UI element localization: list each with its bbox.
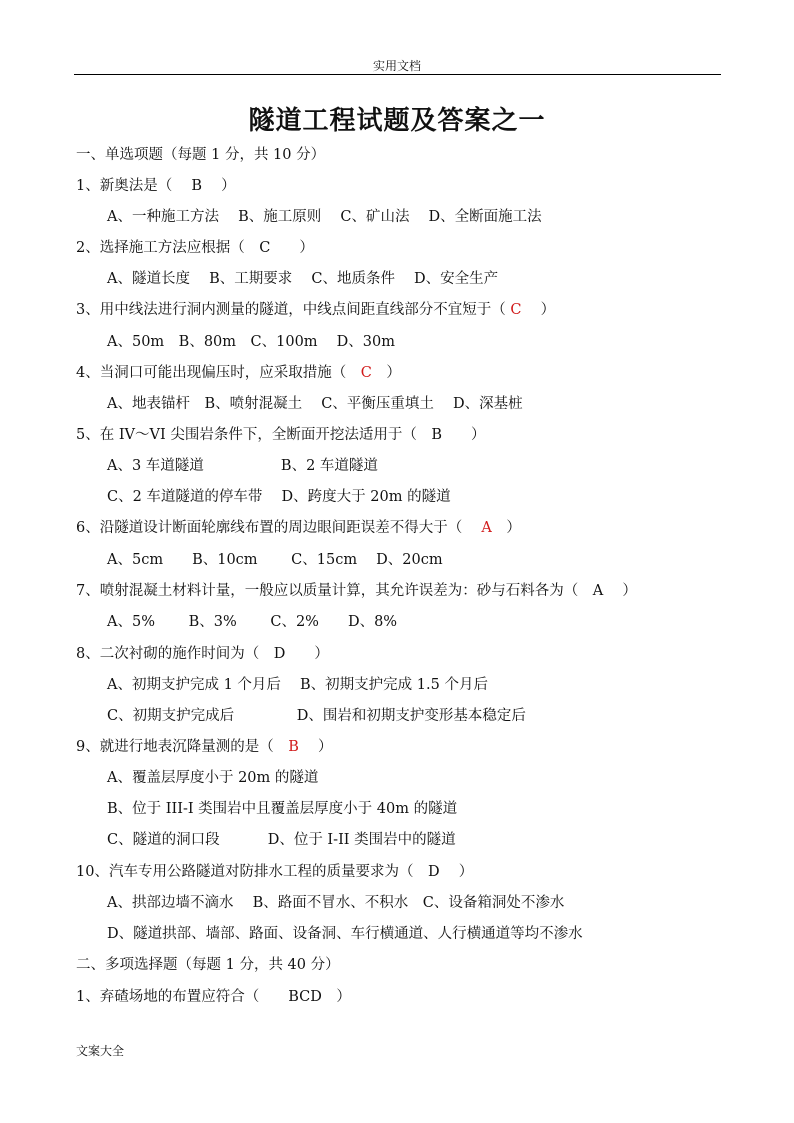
options-line: A、初期支护完成 1 个月后 B、初期支护完成 1.5 个月后 (107, 677, 488, 693)
options-line: A、隧道长度 B、工期要求 C、地质条件 D、安全生产 (107, 271, 499, 287)
question (76, 862, 473, 882)
question-close: ） (471, 427, 486, 443)
options-line: A、一种施工方法 B、施工原则 C、矿山法 D、全断面施工法 (107, 209, 542, 225)
options-line: A、3 车道隧道 B、2 车道隧道 (107, 458, 378, 474)
options-line: A、地表锚杆 B、喷射混凝土 C、平衡压重填土 D、深基桩 (107, 396, 523, 412)
options-line: A、5cm B、10cm C、15cm D、20cm (107, 552, 443, 568)
options-line: A、50m B、80m C、100m D、30m (107, 334, 395, 350)
options-line: B、位于 III-I 类围岩中且覆盖层厚度小于 40m 的隧道 (107, 801, 458, 817)
question (76, 238, 314, 258)
question-text: 4、当洞口可能出现偏压时，应采取措施（ (76, 365, 347, 381)
section-heading: 一、单选项题（每题 1 分，共 10 分） (76, 147, 326, 163)
options-line: A、覆盖层厚度小于 20m 的隧道 (107, 770, 319, 786)
question (76, 518, 521, 538)
answer: B (191, 178, 202, 194)
answer: C (259, 240, 271, 256)
question-close: ） (318, 739, 333, 755)
question (76, 644, 329, 664)
question-text: 10、汽车专用公路隧道对防排水工程的质量要求为（ (76, 864, 414, 880)
question-close: ） (506, 520, 521, 536)
page-footer: 文案大全 (76, 1044, 125, 1058)
question-close: ） (221, 178, 236, 194)
question (76, 176, 236, 196)
question (76, 737, 333, 757)
question-text: 5、在 IV～VI 尖围岩条件下，全断面开挖法适用于（ (76, 427, 417, 443)
question (76, 425, 486, 445)
question (76, 581, 637, 601)
options-line: D、隧道拱部、墙部、路面、设备洞、车行横通道、人行横通道等均不渗水 (107, 926, 583, 942)
options-line: A、5% B、3% C、2% D、8% (107, 614, 398, 630)
header-rule (74, 74, 721, 75)
question-close: ） (458, 864, 474, 880)
question-text: 9、就进行地表沉降量测的是（ (76, 739, 274, 755)
question-close: ） (314, 646, 329, 662)
question-close: ） (386, 365, 401, 381)
question (76, 300, 555, 320)
answer: A (481, 520, 492, 536)
question-text: 2、选择施工方法应根据（ (76, 240, 245, 256)
question-text: 1、弃碴场地的布置应符合（ (76, 989, 260, 1005)
answer: B (288, 739, 299, 755)
options-line: C、隧道的洞口段 D、位于 I-II 类围岩中的隧道 (107, 832, 456, 848)
answer: BCD (288, 989, 322, 1005)
page-header: 实用文档 (372, 59, 421, 73)
page-title: 隧道工程试题及答案之一 (248, 106, 546, 136)
answer: A (592, 583, 604, 599)
options-line: A、拱部边墙不滴水 B、路面不冒水、不积水 C、设备箱洞处不渗水 (107, 895, 565, 911)
options-line: C、2 车道隧道的停车带 D、跨度大于 20m 的隧道 (107, 489, 451, 505)
question (76, 987, 351, 1007)
answer: B (431, 427, 442, 443)
answer: C (510, 302, 522, 318)
question-text: 7、喷射混凝土材料计量，一般应以质量计算，其允许误差为：砂与石料各为（ (76, 583, 579, 599)
question-close: ） (622, 583, 637, 599)
question-text: 3、用中线法进行洞内测量的隧道，中线点间距直线部分不宜短于（ (76, 302, 506, 318)
answer: D (273, 646, 286, 662)
question-text: 6、沿隧道设计断面轮廓线布置的周边眼间距误差不得大于（ (76, 520, 463, 536)
section-heading: 二、多项选择题（每题 1 分，共 40 分） (76, 957, 340, 973)
question-text: 1、新奥法是（ (76, 178, 173, 194)
question-close: ） (299, 240, 314, 256)
question-text: 8、二次衬砌的施作时间为（ (76, 646, 260, 662)
question-close: ） (336, 989, 351, 1005)
answer: C (360, 365, 372, 381)
answer: D (427, 864, 440, 880)
question (76, 363, 401, 383)
question-close: ） (540, 302, 556, 318)
options-line: C、初期支护完成后 D、围岩和初期支护变形基本稳定后 (107, 708, 526, 724)
